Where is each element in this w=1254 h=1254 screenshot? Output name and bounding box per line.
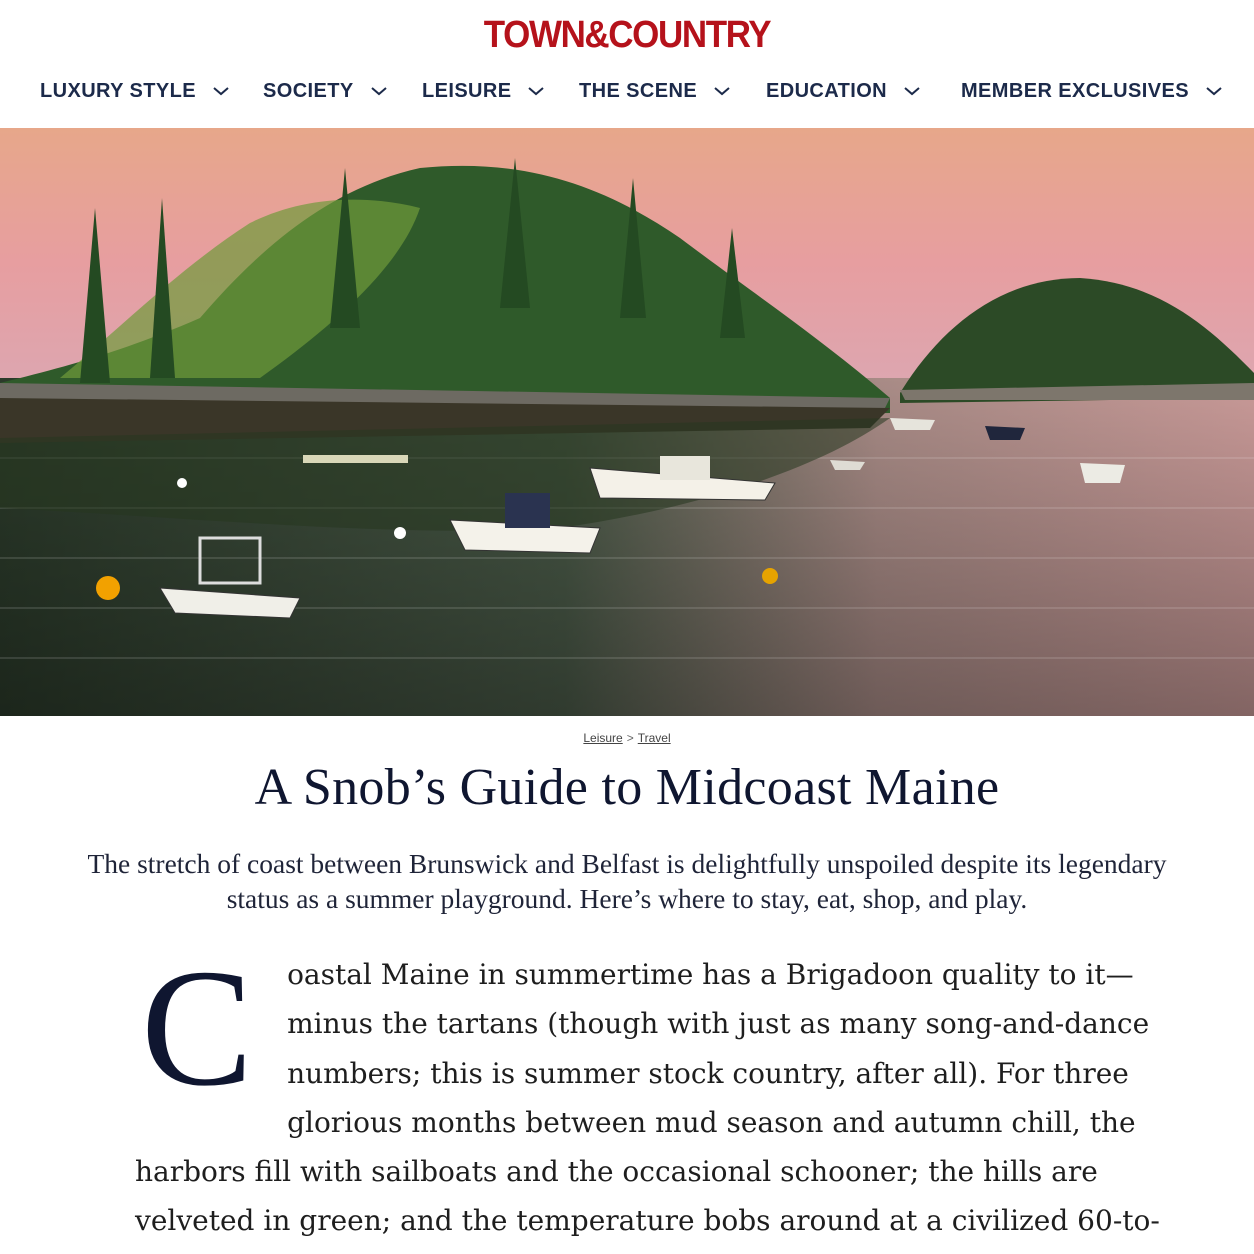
drop-cap: C <box>141 935 254 1121</box>
buoy <box>762 568 778 584</box>
nav-item-education[interactable] <box>766 74 923 108</box>
nav-item-label: SOCIETY <box>263 79 354 102</box>
boat <box>1080 463 1125 483</box>
boat <box>890 418 935 430</box>
boat <box>985 426 1025 440</box>
site-logo[interactable]: TOWN&COUNTRY <box>483 14 771 56</box>
float-dock <box>303 455 408 463</box>
article-title: A Snob’s Guide to Midcoast Maine <box>254 759 1000 816</box>
buoy <box>96 576 120 600</box>
article-dek: The stretch of coast between Brunswick and Belfast is delightfully unspoiled despite its legendary status as a summer playground. Here’s where to stay, eat, shop, and play. <box>87 848 1167 914</box>
article-body <box>135 935 1165 1246</box>
nav-item-luxury-style[interactable] <box>40 74 232 108</box>
chevron-down-icon <box>210 84 232 98</box>
chevron-down-icon <box>1203 84 1225 98</box>
nav-item-label: MEMBER EXCLUSIVES <box>961 79 1189 102</box>
nav-item-society[interactable] <box>263 74 390 108</box>
nav-item-label: LUXURY STYLE <box>40 79 196 102</box>
nav-item-leisure[interactable] <box>422 74 547 108</box>
chevron-down-icon <box>525 84 547 98</box>
chevron-down-icon <box>711 84 733 98</box>
hero-image <box>0 128 1254 716</box>
nav-item-member-exclusives[interactable] <box>961 74 1225 108</box>
breadcrumb <box>0 731 1254 745</box>
harbor-photo <box>0 128 1254 716</box>
site-header <box>0 0 1254 128</box>
main-nav <box>0 74 1254 108</box>
chevron-down-icon <box>368 84 390 98</box>
breadcrumb-link-leisure[interactable]: Leisure <box>583 731 623 745</box>
article-paragraph: oastal Maine in summertime has a Brigadoon quality to it—minus the tartans (though with just as many song-and-dance numbers; this is summer stock country, after all). For three glorious months between mud season and autumn chill, the harbors fill with sailboats and the occasional schooner; the hills are velveted in green; and the temperature bobs around at a civilized 60-to- <box>135 958 1160 1238</box>
nav-item-label: LEISURE <box>422 79 512 102</box>
nav-item-label: THE SCENE <box>579 79 698 102</box>
nav-item-the-scene[interactable] <box>579 74 733 108</box>
chevron-down-icon <box>901 84 923 98</box>
breadcrumb-separator: > <box>626 731 634 745</box>
breadcrumb-link-travel[interactable]: Travel <box>637 731 671 745</box>
nav-item-label: EDUCATION <box>766 79 888 102</box>
